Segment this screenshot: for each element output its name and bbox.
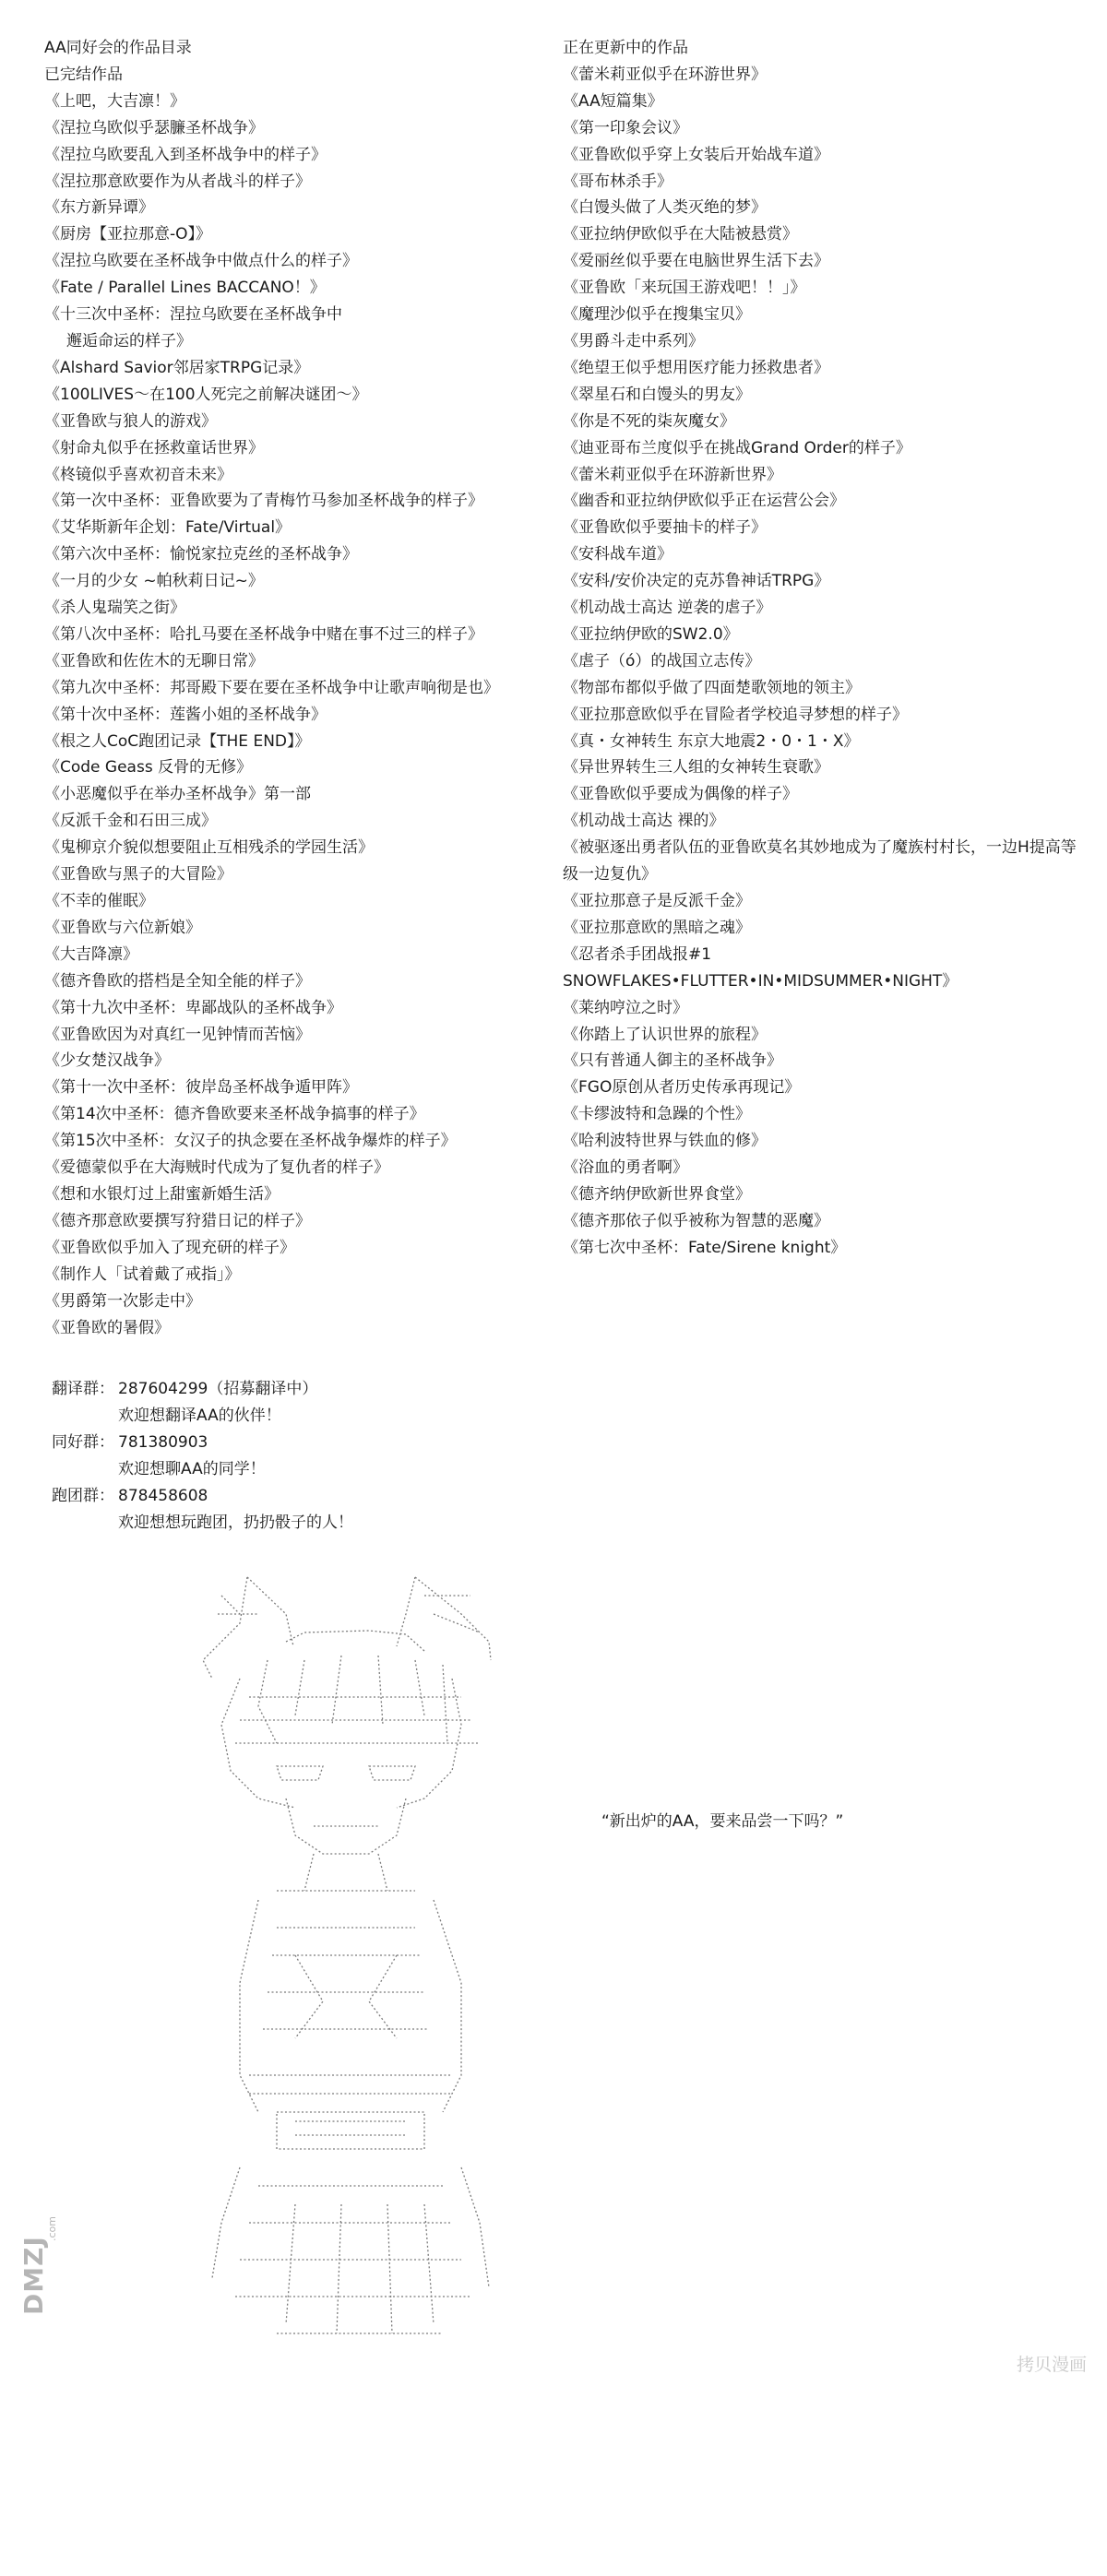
speech-quote: “新出炉的AA，要来品尝一下吗？” xyxy=(601,1812,844,1831)
ongoing-heading: 正在更新中的作品 xyxy=(563,39,688,57)
list-item: 《第七次中圣杯：Fate/Sirene knight》 xyxy=(563,1238,847,1257)
list-item: 《亚鲁欧因为对真红一见钟情而苦恼》 xyxy=(44,1025,311,1044)
list-item: 《第一印象会议》 xyxy=(563,118,688,137)
list-item: 《幽香和亚拉纳伊欧似乎正在运营公会》 xyxy=(563,492,845,511)
list-item: 《射命丸似乎在拯救童话世界》 xyxy=(44,438,264,457)
list-item: 《亚拉那意欧似乎在冒险者学校追寻梦想的样子》 xyxy=(563,705,908,724)
group-contacts xyxy=(52,1376,353,1536)
list-item: 《一月的少女 ~帕秋莉日记~》 xyxy=(44,572,264,591)
completed-heading: 已完结作品 xyxy=(44,65,123,84)
list-item: 《爱丽丝似乎要在电脑世界生活下去》 xyxy=(563,252,829,271)
fan-group-label: 同好群： xyxy=(52,1432,114,1452)
list-item: 《亚鲁欧似乎加入了现充研的样子》 xyxy=(44,1238,295,1257)
list-item: 《安科/安价决定的克苏鲁神话TRPG》 xyxy=(563,572,830,591)
translate-group-note: 欢迎想翻译AA的伙伴！ xyxy=(118,1406,281,1425)
list-item: 《亚鲁欧「来玩国王游戏吧！！」》 xyxy=(563,279,806,298)
logo-text: DMZJ xyxy=(18,2236,49,2315)
list-item: 《德齐那依子似乎被称为智慧的恶魔》 xyxy=(563,1211,829,1230)
list-item: 《翠星石和白馒头的男友》 xyxy=(563,385,751,404)
list-item: 《反派千金和石田三成》 xyxy=(44,812,217,831)
list-item: 《机动战士高达 逆袭的虐子》 xyxy=(563,599,772,618)
list-item: 《机动战士高达 裸的》 xyxy=(563,812,725,831)
list-item: 《异世界转生三人组的女神转生衰歌》 xyxy=(563,758,829,778)
list-item: 《忍者杀手团战报#1 SNOWFLAKES•FLUTTER•IN•MIDSUMMER•NIGHT》 xyxy=(563,944,958,991)
list-item: 《AA短篇集》 xyxy=(563,91,663,111)
list-item: 《东方新异谭》 xyxy=(44,198,154,218)
list-item: 《Alshard Savior邻居家TRPG记录》 xyxy=(44,358,310,377)
catalog-title: AA同好会的作品目录 xyxy=(44,39,192,57)
dmzj-logo xyxy=(18,2158,58,2315)
list-item: 《莱纳哼泣之时》 xyxy=(563,998,688,1017)
list-item: 《Code Geass 反骨的无修》 xyxy=(44,758,253,778)
translate-group-row xyxy=(52,1376,353,1403)
list-item: 《亚拉那意欧的黑暗之魂》 xyxy=(563,918,751,937)
translate-group-label: 翻译群： xyxy=(52,1380,114,1398)
list-item: 《十三次中圣杯：涅拉乌欧要在圣杯战争中 xyxy=(44,305,342,325)
list-item: 《德齐纳伊欧新世界食堂》 xyxy=(563,1184,751,1204)
list-item: 《亚拉纳伊欧似乎在大陆被悬赏》 xyxy=(563,225,798,244)
ongoing-list xyxy=(563,62,1089,1262)
list-item: 《亚鲁欧似乎要成为偶像的样子》 xyxy=(563,785,798,804)
list-item: 《安科战车道》 xyxy=(563,545,673,564)
list-item: 《亚鲁欧与狼人的游戏》 xyxy=(44,411,217,431)
list-item: 《根之人CoC跑团记录【THE END】》 xyxy=(44,731,311,751)
ascii-art-character xyxy=(184,1559,554,2361)
list-item: 《德齐鲁欧的搭档是全知全能的样子》 xyxy=(44,971,311,991)
trpg-group-note: 欢迎想想玩跑团，扔扔骰子的人！ xyxy=(118,1513,353,1532)
list-item: 《第八次中圣杯：哈扎马要在圣杯战争中赌在事不过三的样子》 xyxy=(44,624,483,644)
list-item: 《哈利波特世界与铁血的修》 xyxy=(563,1132,767,1151)
list-item: 《第一次中圣杯：亚鲁欧要为了青梅竹马参加圣杯战争的样子》 xyxy=(44,492,483,511)
list-item: 《小恶魔似乎在举办圣杯战争》第一部 xyxy=(44,785,311,804)
list-item: 《不幸的催眠》 xyxy=(44,892,154,910)
ongoing-works-column xyxy=(563,35,1089,1262)
trpg-group-row xyxy=(52,1483,353,1510)
list-item: 《大吉降凛》 xyxy=(44,944,138,964)
list-item: 《亚拉那意子是反派千金》 xyxy=(563,892,751,910)
list-item-continuation: 邂逅命运的样子》 xyxy=(66,331,192,350)
list-item: 《爱德蒙似乎在大海贼时代成为了复仇者的样子》 xyxy=(44,1158,389,1178)
list-item: 《FGO原创从者历史传承再现记》 xyxy=(563,1078,801,1098)
list-item: 《德齐那意欧要撰写狩猎日记的样子》 xyxy=(44,1211,311,1230)
list-item: 《少女楚汉战争》 xyxy=(44,1051,170,1071)
list-item: 《第14次中圣杯：德齐鲁欧要来圣杯战争搞事的样子》 xyxy=(44,1105,425,1124)
list-item: 《100LIVES～在100人死完之前解决谜团～》 xyxy=(44,385,368,404)
list-item: 《绝望王似乎想用医疗能力拯救患者》 xyxy=(563,358,829,377)
list-item: 《男爵斗走中系列》 xyxy=(563,331,704,350)
list-item: 《第15次中圣杯：女汉子的执念要在圣杯战争爆炸的样子》 xyxy=(44,1132,457,1151)
list-item: 《涅拉那意欧要作为从者战斗的样子》 xyxy=(44,172,311,191)
list-item: 《涅拉乌欧要乱入到圣杯战争中的样子》 xyxy=(44,145,327,164)
list-item: 《迪亚哥布兰度似乎在挑战Grand Order的样子》 xyxy=(563,438,911,457)
list-item: 《卡缪波特和急躁的个性》 xyxy=(563,1105,751,1124)
fan-group-note: 欢迎想聊AA的同学！ xyxy=(118,1459,266,1478)
trpg-group-number: 878458608 xyxy=(118,1486,208,1505)
list-item: 《你踏上了认识世界的旅程》 xyxy=(563,1025,767,1044)
list-item: 《哥布林杀手》 xyxy=(563,172,673,191)
list-item: 《男爵第一次影走中》 xyxy=(44,1291,201,1311)
list-item: 《涅拉乌欧要在圣杯战争中做点什么的样子》 xyxy=(44,252,358,271)
translate-group-number: 287604299（招募翻译中） xyxy=(118,1380,318,1398)
list-item: 《第十九次中圣杯：卑鄙战队的圣杯战争》 xyxy=(44,998,342,1017)
logo-sub: .com xyxy=(46,2216,58,2241)
completed-works-column xyxy=(44,35,561,1341)
list-item: 《魔理沙似乎在搜集宝贝》 xyxy=(563,305,751,325)
list-item: 《亚鲁欧的暑假》 xyxy=(44,1318,170,1337)
list-item: 《第六次中圣杯：愉悦家拉克丝的圣杯战争》 xyxy=(44,545,358,564)
trpg-group-label: 跑团群： xyxy=(52,1486,114,1505)
watermark: 拷贝漫画 xyxy=(1017,2355,1088,2375)
list-item: 《亚鲁欧和佐佐木的无聊日常》 xyxy=(44,651,264,671)
list-item: 《亚鲁欧似乎要抽卡的样子》 xyxy=(563,518,767,538)
list-item: 《Fate / Parallel Lines BACCANO！》 xyxy=(44,279,326,298)
list-item: 《亚鲁欧似乎穿上女装后开始战车道》 xyxy=(563,145,829,164)
list-item: 《涅拉乌欧似乎瑟臁圣杯战争》 xyxy=(44,118,264,137)
list-item: 《杀人鬼瑞笑之街》 xyxy=(44,599,185,618)
list-item: 《鬼柳京介貌似想要阻止互相残杀的学园生活》 xyxy=(44,838,374,858)
list-item: 《艾华斯新年企划：Fate/Virtual》 xyxy=(44,518,292,538)
list-item: 《真・女神转生 东京大地震2・0・1・X》 xyxy=(563,731,860,751)
list-item: 《亚鲁欧与黑子的大冒险》 xyxy=(44,865,232,884)
list-item: 《第十次中圣杯：莲酱小姐的圣杯战争》 xyxy=(44,705,327,724)
list-item: 《蕾米莉亚似乎在环游世界》 xyxy=(563,65,767,84)
completed-list xyxy=(44,89,561,1342)
list-item: 《被驱逐出勇者队伍的亚鲁欧莫名其妙地成为了魔族村村长，一边H提高等级一边复仇》 xyxy=(563,838,1077,884)
list-item: 《蕾米莉亚似乎在环游新世界》 xyxy=(563,465,782,484)
list-item: 《你是不死的柒灰魔女》 xyxy=(563,411,735,431)
list-item: 《第九次中圣杯：邦哥殿下要在要在圣杯战争中让歌声响彻是也》 xyxy=(44,678,499,697)
list-item: 《亚鲁欧与六位新娘》 xyxy=(44,918,201,937)
list-item: 《亚拉纳伊欧的SW2.0》 xyxy=(563,624,739,644)
list-item: 《白馒头做了人类灭绝的梦》 xyxy=(563,198,767,218)
list-item: 《第十一次中圣杯：彼岸岛圣杯战争遁甲阵》 xyxy=(44,1078,358,1098)
list-item: 《想和水银灯过上甜蜜新婚生活》 xyxy=(44,1184,280,1204)
list-item: 《物部布都似乎做了四面楚歌领地的领主》 xyxy=(563,678,861,697)
list-item: 《柊镜似乎喜欢初音未来》 xyxy=(44,465,232,484)
list-item: 《浴血的勇者啊》 xyxy=(563,1158,688,1178)
list-item: 《上吧，大吉凛！》 xyxy=(44,91,185,111)
list-item: 《只有普通人御主的圣杯战争》 xyxy=(563,1051,782,1071)
list-item: 《制作人「试着戴了戒指」》 xyxy=(44,1264,241,1284)
list-item: 《虐子（ó）的战国立志传》 xyxy=(563,651,761,671)
fan-group-row xyxy=(52,1430,353,1456)
fan-group-number: 781380903 xyxy=(118,1432,208,1452)
list-item: 《厨房【亚拉那意-O】》 xyxy=(44,225,212,244)
